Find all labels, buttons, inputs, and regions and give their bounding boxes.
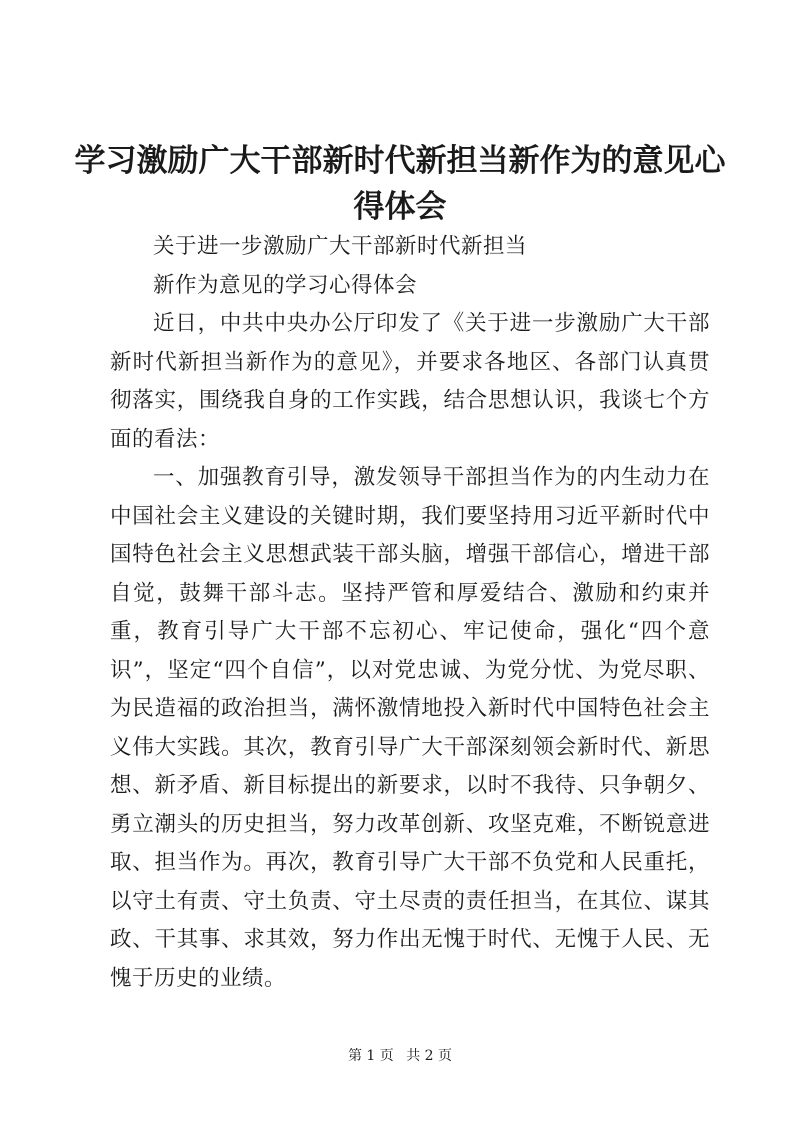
intro-paragraph: 近日，中共中央办公厅印发了《关于进一步激励广大干部新时代新担当新作为的意见》，并要求各地区、各部门认真贯彻落实，围绕我自身的工作实践，结合思想认识，我谈七个方面的看法： bbox=[110, 311, 710, 452]
page-footer bbox=[0, 1046, 800, 1066]
document-body bbox=[110, 228, 710, 998]
subtitle-line-2: 新作为意见的学习心得体会 bbox=[153, 272, 418, 298]
document-title: 学习激励广大干部新时代新担当新作为的意见心得体会 bbox=[74, 143, 726, 225]
page-total: 共 2 页 bbox=[406, 1048, 453, 1064]
page-number: 第 1 页 bbox=[347, 1048, 394, 1064]
subtitle-line-1: 关于进一步激励广大干部新时代新担当 bbox=[153, 234, 528, 259]
section-one-paragraph: 一、加强教育引导，激发领导干部担当作为的内生动力在中国社会主义建设的关键时期，我们要坚持用习近平新时代中国特色社会主义思想武装干部头脑，增强干部信心，增进干部自觉，鼓舞干部斗志。坚持严管和厚爱结合、激励和约束并重，教育引导广大干部不忘初心、牢记使命，强化“四个意识”，坚定“四个自信”，以对党忠诚、为党分忧、为党尽职、为民造福的政治担当，满怀激情地投入新时代中国特色社会主义伟大实践。其次，教育引导广大干部深刻领会新时代、新思想、新矛盾、新目标提出的新要求，以时不我待、只争朝夕、勇立潮头的历史担当，努力改革创新、攻坚克难，不断锐意进取、担当作为。再次，教育引导广大干部不负党和人民重托，以守土有责、守土负责、守土尽责的责任担当，在其位、谋其政、干其事、求其效，努力作出无愧于时代、无愧于人民、无愧于历史的业绩。 bbox=[110, 465, 710, 991]
